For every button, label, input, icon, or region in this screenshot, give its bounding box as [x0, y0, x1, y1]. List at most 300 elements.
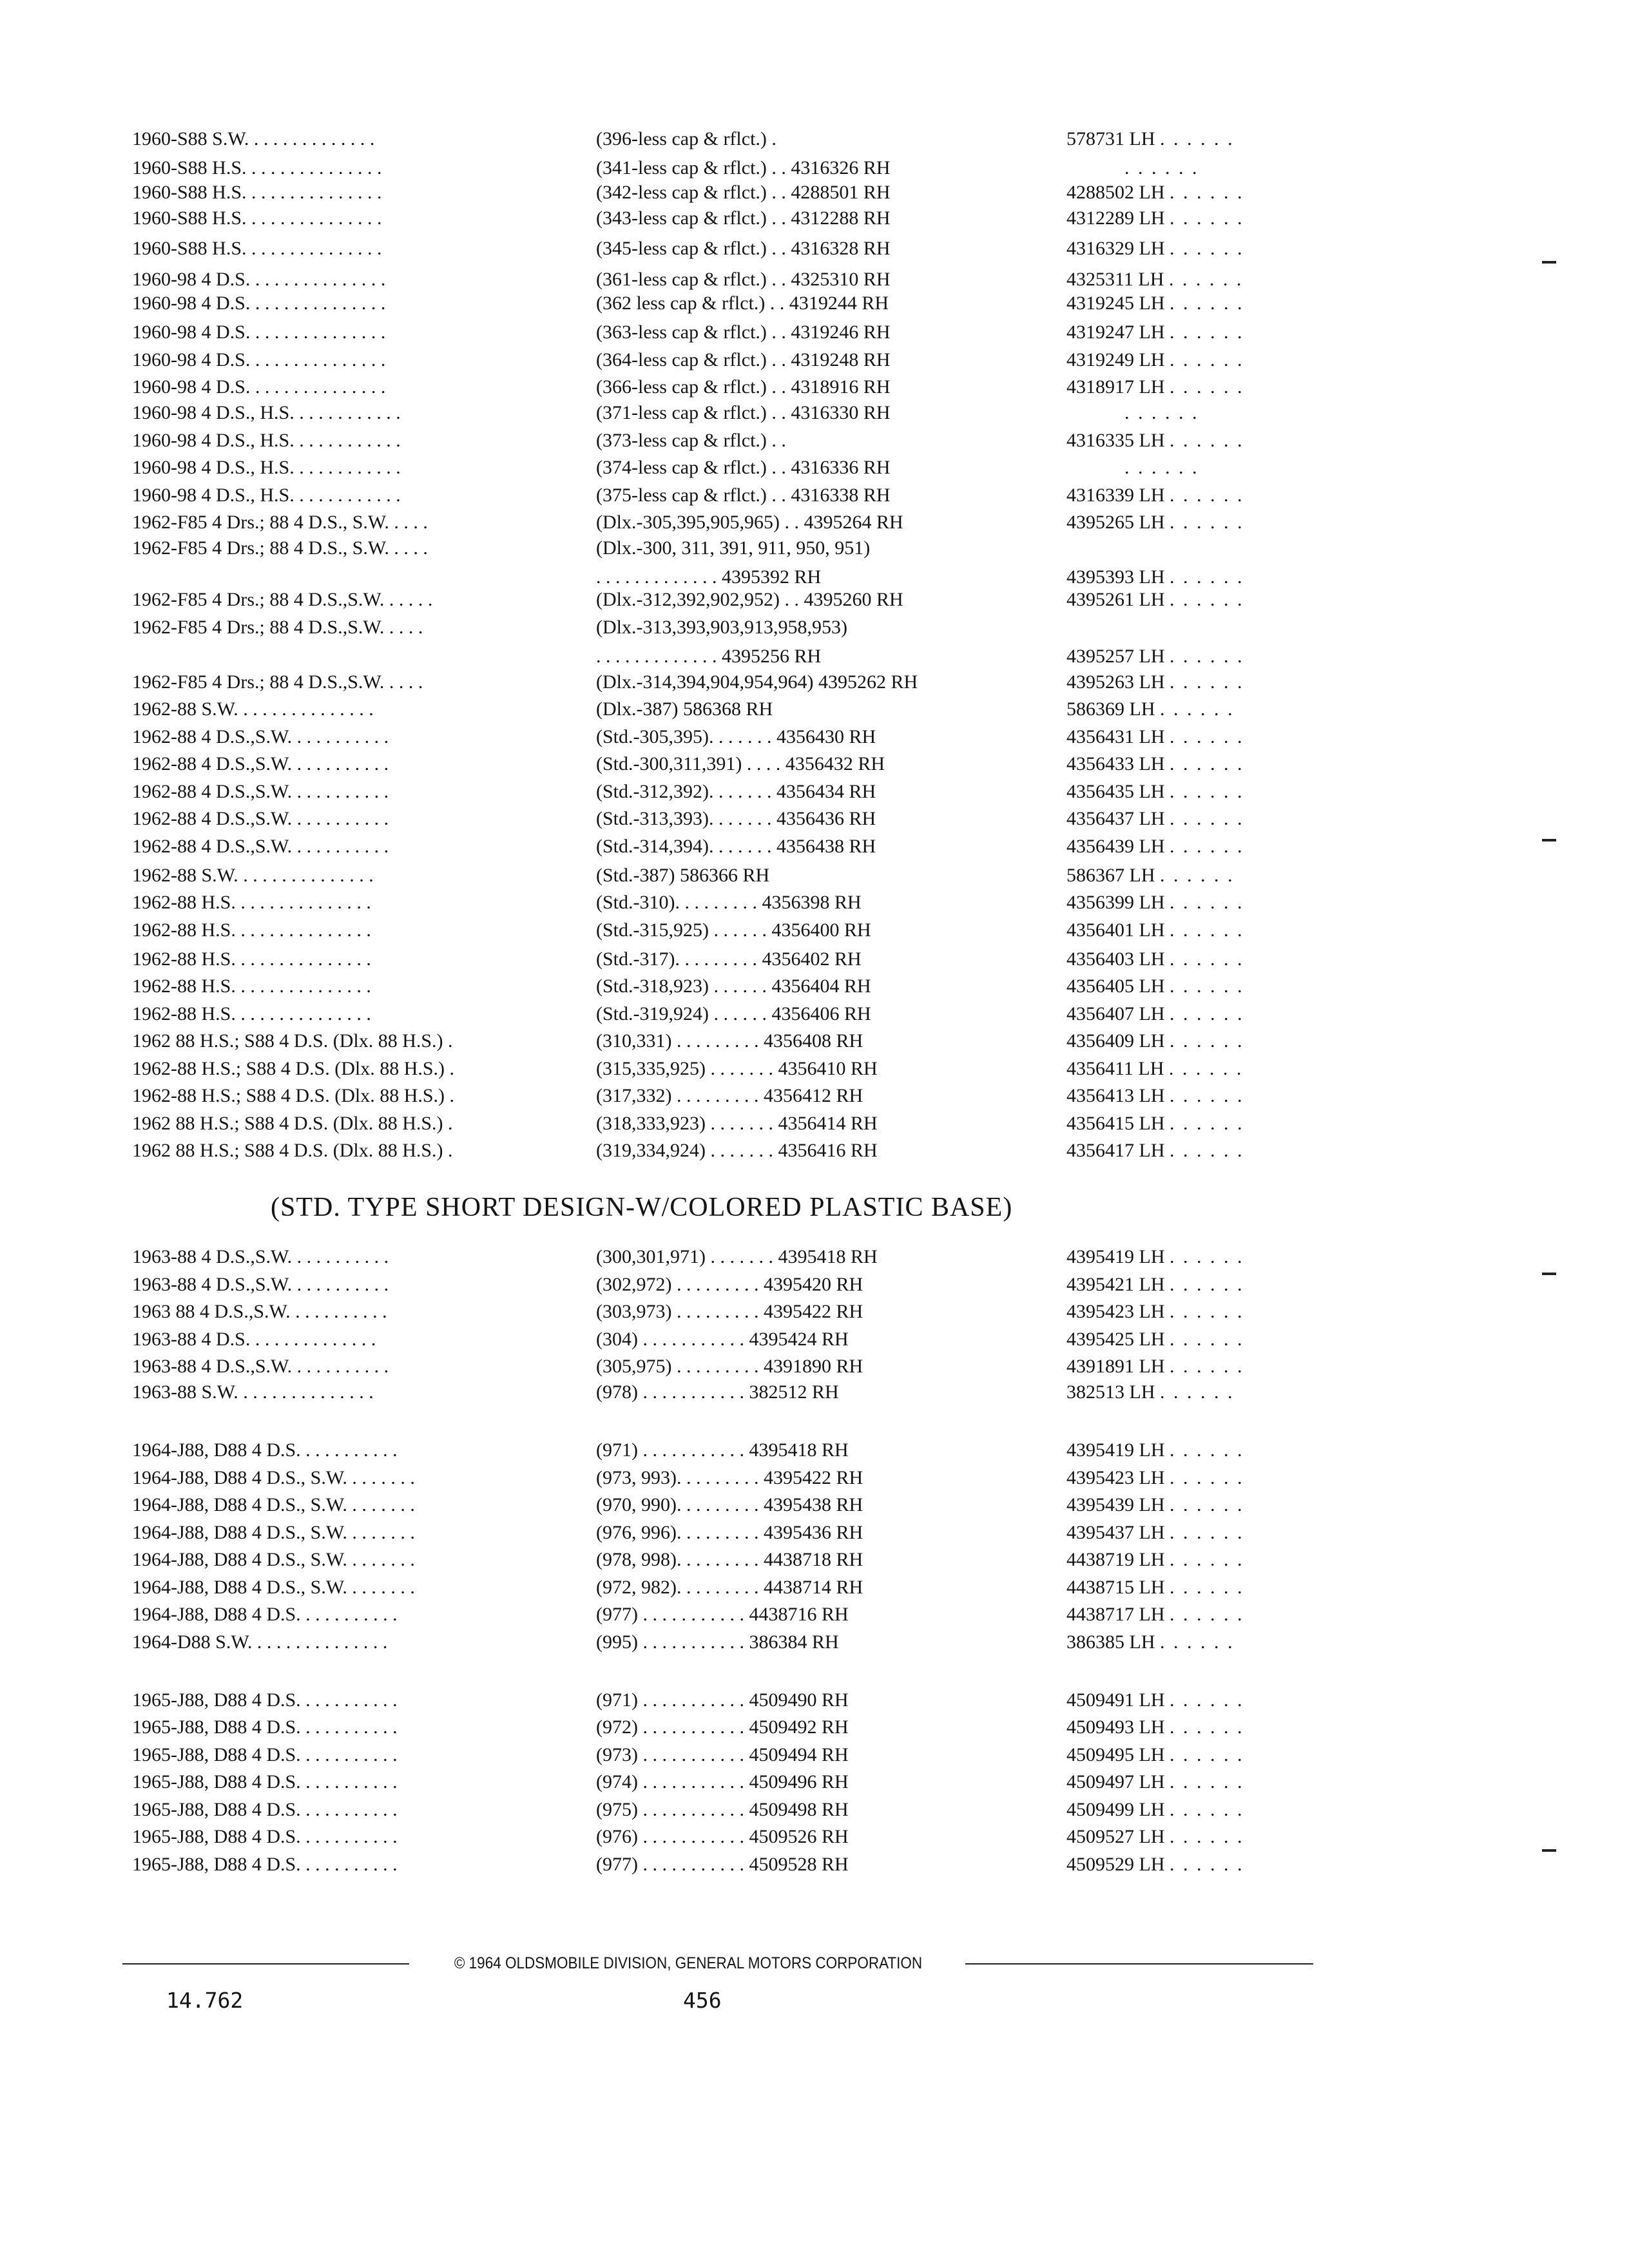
model-cell: 1965-J88, D88 4 D.S. . . . . . . . . . .: [132, 1826, 398, 1847]
lh-cell: [1066, 1244, 1318, 1271]
description-cell: [596, 1082, 1134, 1110]
model-cell: 1962-F85 4 Drs.; 88 4 D.S., S.W. . . . .: [132, 512, 428, 533]
lh-cell: [1066, 669, 1318, 696]
rh-part-number: 4325310 RH: [791, 269, 891, 290]
rh-part-number: 4319248 RH: [791, 349, 891, 370]
description-text: (Std.-314,394). . . . . . .: [596, 836, 772, 857]
lh-part-number: 4395419 LH: [1066, 1439, 1165, 1461]
table-row: [132, 1601, 1318, 1628]
description-cell: [596, 509, 1134, 536]
rh-part-number: 586366 RH: [680, 865, 770, 886]
description-text: (305,975) . . . . . . . . .: [596, 1356, 759, 1377]
rh-part-number: 4356400 RH: [771, 919, 871, 941]
description-text: (Dlx.-300, 311, 391, 911, 950, 951): [596, 537, 871, 559]
lh-cell: [1066, 266, 1318, 293]
dot-leader: . . . . . .: [1170, 322, 1244, 343]
table-row: [132, 1326, 1318, 1353]
description-text: (362 less cap & rflct.) . .: [596, 293, 785, 314]
description-text: (363-less cap & rflct.) . .: [596, 322, 786, 343]
model-cell: 1960-98 4 D.S. . . . . . . . . . . . . . .: [132, 293, 386, 314]
description-cell: [596, 235, 1134, 262]
lh-part-number: 4356401 LH: [1066, 919, 1165, 941]
lh-part-number: 4356405 LH: [1066, 975, 1165, 997]
dot-leader: . . . . . .: [1170, 1826, 1244, 1847]
model-cell: 1962-88 H.S. . . . . . . . . . . . . . .: [132, 919, 371, 941]
model-cell: 1964-J88, D88 4 D.S. . . . . . . . . . .: [132, 1604, 398, 1625]
lh-cell: [1066, 1546, 1318, 1573]
lh-part-number: 4319249 LH: [1066, 349, 1165, 370]
dot-leader: . . . . . .: [1170, 238, 1244, 259]
lh-part-number: 4395425 LH: [1066, 1329, 1165, 1350]
description-cell: [596, 889, 1134, 916]
lh-part-number: 4509493 LH: [1066, 1716, 1165, 1738]
description-cell: [596, 1851, 1134, 1878]
lh-cell: [1066, 1298, 1318, 1325]
dot-leader: . . . . . .: [1170, 1301, 1244, 1322]
dot-leader: . . . . . .: [1170, 1356, 1244, 1377]
description-cell: [596, 347, 1134, 374]
table-row: [132, 946, 1318, 973]
table-row: [132, 1055, 1318, 1082]
table-row: [132, 1137, 1318, 1164]
rh-part-number: 4509526 RH: [749, 1826, 849, 1847]
description-cell: [596, 1298, 1134, 1325]
table-row: [132, 126, 1318, 153]
rh-part-number: 4316328 RH: [791, 238, 891, 259]
margin-mark: [1542, 839, 1556, 841]
rh-part-number: 4391890 RH: [763, 1356, 863, 1377]
lh-part-number: 4356439 LH: [1066, 836, 1165, 857]
table-row: [132, 266, 1318, 293]
description-text: (318,333,923) . . . . . . .: [596, 1113, 773, 1134]
description-text: (345-less cap & rflct.) . .: [596, 238, 786, 259]
rh-part-number: 4356412 RH: [763, 1085, 863, 1106]
lh-part-number: 4509495 LH: [1066, 1744, 1165, 1765]
dot-leader: . . . . . .: [1170, 1439, 1244, 1461]
lh-part-number: 4356411 LH: [1066, 1058, 1164, 1079]
description-text: (972) . . . . . . . . . . .: [596, 1716, 744, 1738]
rh-part-number: 4395418 RH: [749, 1439, 849, 1461]
document-code: 14.762: [166, 1988, 244, 2013]
lh-part-number: 4509527 LH: [1066, 1826, 1165, 1847]
table-row: [132, 290, 1318, 317]
lh-cell: [1066, 917, 1318, 944]
model-cell: 1960-98 4 D.S., H.S. . . . . . . . . . . .: [132, 457, 401, 478]
dot-leader: . . . . . .: [1160, 698, 1235, 720]
lh-part-number: 4395419 LH: [1066, 1246, 1165, 1267]
model-cell: 1964-J88, D88 4 D.S., S.W. . . . . . . .: [132, 1494, 415, 1515]
lh-part-number: 4312289 LH: [1066, 207, 1165, 229]
lh-part-number: 4356415 LH: [1066, 1113, 1165, 1134]
lh-part-number: 386385 LH: [1066, 1631, 1155, 1653]
model-cell: 1962-88 S.W. . . . . . . . . . . . . . .: [132, 698, 374, 720]
lh-cell: [1066, 290, 1318, 317]
lh-cell: [1066, 1796, 1318, 1823]
table-row: [132, 1028, 1318, 1055]
model-cell: 1964-J88, D88 4 D.S., S.W. . . . . . . .: [132, 1522, 415, 1543]
description-cell: [596, 290, 1134, 317]
table-row: [132, 1379, 1318, 1406]
model-cell: 1965-J88, D88 4 D.S. . . . . . . . . . .: [132, 1716, 398, 1738]
table-row: [132, 973, 1318, 1000]
lh-part-number: 4391891 LH: [1066, 1356, 1165, 1377]
lh-cell: [1066, 205, 1318, 232]
dot-leader: . . . . . .: [1168, 1058, 1244, 1079]
description-text: (300,301,971) . . . . . . .: [596, 1246, 773, 1267]
dot-leader: . . . . . .: [1170, 646, 1244, 667]
rh-part-number: 4312288 RH: [791, 207, 891, 229]
description-cell: [596, 374, 1134, 401]
dot-leader: . . . . . .: [1170, 919, 1244, 941]
dot-leader: . . . . . .: [1170, 485, 1244, 506]
description-cell: [596, 833, 1134, 860]
lh-cell: [1066, 155, 1318, 182]
rh-part-number: 4395424 RH: [749, 1329, 849, 1350]
table-row: [132, 509, 1318, 536]
description-text: (Dlx.-305,395,905,965) . .: [596, 512, 799, 533]
description-cell: [596, 126, 1134, 153]
rh-part-number: 4356430 RH: [776, 726, 876, 747]
dot-leader: . . . . . .: [1170, 1085, 1244, 1106]
description-cell: [596, 266, 1134, 293]
description-text: (364-less cap & rflct.) . .: [596, 349, 786, 370]
rh-part-number: 4318916 RH: [791, 376, 891, 398]
rh-part-number: 4356408 RH: [763, 1030, 863, 1052]
dot-leader: . . . . . .: [1170, 1799, 1244, 1820]
lh-part-number: 4319247 LH: [1066, 322, 1165, 343]
description-cell: [596, 1714, 1134, 1741]
description-text: (Std.-387): [596, 865, 675, 886]
description-cell: [596, 586, 1134, 613]
description-cell: [596, 1353, 1134, 1380]
model-cell: 1964-J88, D88 4 D.S., S.W. . . . . . . .: [132, 1577, 415, 1598]
description-cell: [596, 535, 1134, 562]
table-row: [132, 1796, 1318, 1823]
rh-part-number: 4509498 RH: [749, 1799, 849, 1820]
table-row: [132, 1714, 1318, 1741]
model-cell: 1962-88 4 D.S.,S.W. . . . . . . . . . .: [132, 836, 389, 857]
lh-cell: [1066, 399, 1318, 427]
description-text: (342-less cap & rflct.) . .: [596, 182, 786, 203]
description-text: (317,332) . . . . . . . . .: [596, 1085, 759, 1106]
description-cell: [596, 1271, 1134, 1298]
lh-part-number: 4356431 LH: [1066, 726, 1165, 747]
description-cell: [596, 946, 1134, 973]
lh-cell: [1066, 1271, 1318, 1298]
lh-cell: [1066, 1082, 1318, 1110]
lh-cell: [1066, 374, 1318, 401]
description-text: (371-less cap & rflct.) . .: [596, 402, 786, 423]
lh-cell: [1066, 319, 1318, 346]
dot-leader: . . . . . .: [1170, 207, 1244, 229]
description-text: . . . . . . . . . . . . .: [596, 566, 717, 588]
dot-leader: . . . . . .: [1170, 1549, 1244, 1570]
lh-cell: [1066, 482, 1318, 509]
lh-part-number: 4356437 LH: [1066, 808, 1165, 829]
description-text: (373-less cap & rflct.) . .: [596, 430, 786, 451]
rh-part-number: 4356416 RH: [778, 1140, 878, 1161]
model-cell: 1963-88 4 D.S. . . . . . . . . . . . . .: [132, 1329, 376, 1350]
lh-cell: [1066, 427, 1318, 454]
rh-part-number: 4438718 RH: [763, 1549, 863, 1570]
description-cell: [596, 643, 1134, 670]
rh-part-number: 4356414 RH: [778, 1113, 878, 1134]
dot-leader: . . . . . .: [1170, 836, 1244, 857]
table-row: [132, 1742, 1318, 1769]
lh-part-number: 4356435 LH: [1066, 781, 1165, 802]
dot-leader: . . . . . .: [1168, 269, 1244, 290]
copyright-notice: © 1964 OLDSMOBILE DIVISION, GENERAL MOTORS CORPORATION: [454, 1954, 923, 1972]
table-row: [132, 669, 1318, 696]
model-cell: 1963-88 S.W. . . . . . . . . . . . . . .: [132, 1381, 374, 1403]
description-cell: [596, 1629, 1134, 1656]
rh-part-number: 4316336 RH: [791, 457, 891, 478]
model-cell: 1962-88 H.S. . . . . . . . . . . . . . .: [132, 892, 371, 913]
dot-leader: . . . . . .: [1170, 376, 1244, 398]
description-text: (Std.-312,392). . . . . . .: [596, 781, 772, 802]
rh-part-number: 4356398 RH: [762, 892, 862, 913]
rh-part-number: 386384 RH: [749, 1631, 839, 1653]
table-row: [132, 696, 1318, 723]
lh-cell: [1066, 1769, 1318, 1796]
table-row: [132, 1851, 1318, 1878]
lh-cell: [1066, 643, 1318, 670]
model-cell: 1962-88 H.S. . . . . . . . . . . . . . .: [132, 1003, 371, 1024]
lh-part-number: 4395261 LH: [1066, 589, 1165, 610]
table-row: [132, 1271, 1318, 1298]
description-text: (995) . . . . . . . . . . .: [596, 1631, 744, 1653]
description-text: (304) . . . . . . . . . . .: [596, 1329, 744, 1350]
dot-leader: . . . . . .: [1170, 1522, 1244, 1543]
description-text: (302,972) . . . . . . . . .: [596, 1274, 759, 1295]
description-cell: [596, 1028, 1134, 1055]
table-row: [132, 374, 1318, 401]
table-row: [132, 751, 1318, 778]
lh-part-number: 4395423 LH: [1066, 1467, 1165, 1488]
description-text: (Std.-300,311,391) . . . .: [596, 753, 781, 774]
table-row: [132, 1629, 1318, 1656]
model-cell: 1960-S88 S.W. . . . . . . . . . . . . .: [132, 128, 375, 149]
description-cell: [596, 427, 1134, 454]
rh-part-number: 4316326 RH: [791, 157, 891, 178]
description-cell: [596, 1769, 1134, 1796]
lh-part-number: 4316335 LH: [1066, 430, 1165, 451]
model-cell: 1962 88 H.S.; S88 4 D.S. (Dlx. 88 H.S.) .: [132, 1113, 453, 1134]
description-cell: [596, 1465, 1134, 1492]
lh-cell: [1066, 805, 1318, 832]
lh-cell: [1066, 1714, 1318, 1741]
lh-part-number: 586369 LH: [1066, 698, 1155, 720]
table-row: [132, 778, 1318, 805]
model-cell: 1960-98 4 D.S. . . . . . . . . . . . . . .: [132, 269, 386, 290]
description-cell: [596, 973, 1134, 1000]
lh-part-number: 4356403 LH: [1066, 948, 1165, 970]
description-text: (Std.-310). . . . . . . . .: [596, 892, 757, 913]
dot-leader: . . . . . .: [1170, 1854, 1244, 1875]
description-cell: [596, 1055, 1134, 1082]
table-row: [132, 347, 1318, 374]
model-cell: 1964-D88 S.W. . . . . . . . . . . . . . .: [132, 1631, 388, 1653]
description-cell: [596, 319, 1134, 346]
table-row: [132, 179, 1318, 206]
lh-cell: [1066, 235, 1318, 262]
lh-cell: [1066, 1492, 1318, 1519]
lh-cell: [1066, 1353, 1318, 1380]
dot-leader: . . . . . .: [1170, 293, 1244, 314]
rh-part-number: 4438714 RH: [763, 1577, 863, 1598]
lh-part-number: 4319245 LH: [1066, 293, 1165, 314]
dot-leader: . . . . . .: [1170, 1329, 1244, 1350]
model-cell: 1960-S88 H.S. . . . . . . . . . . . . . .: [132, 207, 382, 229]
lh-cell: [1066, 586, 1318, 613]
description-text: (978, 998). . . . . . . . .: [596, 1549, 759, 1570]
description-cell: [596, 1137, 1134, 1164]
lh-cell: [1066, 724, 1318, 751]
rh-part-number: 4356436 RH: [776, 808, 876, 829]
model-cell: 1965-J88, D88 4 D.S. . . . . . . . . . .: [132, 1771, 398, 1792]
description-cell: [596, 669, 1134, 696]
description-cell: [596, 454, 1134, 481]
description-cell: [596, 1001, 1134, 1028]
lh-part-number: 4395265 LH: [1066, 512, 1165, 533]
description-text: (303,973) . . . . . . . . .: [596, 1301, 759, 1322]
rh-part-number: 4509490 RH: [749, 1689, 849, 1711]
dot-leader: . . . . . .: [1170, 589, 1244, 610]
lh-cell: [1066, 1851, 1318, 1878]
table-row: [132, 805, 1318, 832]
description-cell: [596, 778, 1134, 805]
lh-part-number: 4509497 LH: [1066, 1771, 1165, 1792]
rh-part-number: 4395256 RH: [722, 646, 822, 667]
description-text: (Std.-313,393). . . . . . .: [596, 808, 772, 829]
rh-part-number: 4395392 RH: [722, 566, 822, 588]
table-row: [132, 155, 1318, 182]
model-cell: 1960-98 4 D.S. . . . . . . . . . . . . . .: [132, 349, 386, 370]
model-cell: 1964-J88, D88 4 D.S. . . . . . . . . . .: [132, 1439, 398, 1461]
model-cell: 1963 88 4 D.S.,S.W. . . . . . . . . . .: [132, 1301, 387, 1322]
table-row: [132, 614, 1318, 641]
description-text: (366-less cap & rflct.) . .: [596, 376, 786, 398]
lh-cell: [1066, 1028, 1318, 1055]
rh-part-number: 4395436 RH: [763, 1522, 863, 1543]
dot-leader: . . . . . .: [1170, 1689, 1244, 1711]
model-cell: 1962-88 H.S.; S88 4 D.S. (Dlx. 88 H.S.) .: [132, 1085, 455, 1106]
rh-part-number: 4395422 RH: [763, 1467, 863, 1488]
rh-part-number: 4509492 RH: [749, 1716, 849, 1738]
table-row: [132, 1687, 1318, 1714]
table-row: [132, 482, 1318, 509]
description-text: (971) . . . . . . . . . . .: [596, 1439, 744, 1461]
dot-leader: . . . . . .: [1170, 948, 1244, 970]
rh-part-number: 4509496 RH: [749, 1771, 849, 1792]
dot-leader: . . . . . .: [1170, 349, 1244, 370]
description-cell: [596, 1519, 1134, 1546]
description-text: (974) . . . . . . . . . . .: [596, 1771, 744, 1792]
description-text: (972, 982). . . . . . . . .: [596, 1577, 759, 1598]
table-row: [132, 454, 1318, 481]
dot-leader: . . . . . .: [1170, 1604, 1244, 1625]
description-cell: [596, 1796, 1134, 1823]
description-cell: [596, 155, 1134, 182]
model-cell: 1965-J88, D88 4 D.S. . . . . . . . . . .: [132, 1689, 398, 1711]
rh-part-number: 4316330 RH: [791, 402, 891, 423]
lh-cell: [1066, 509, 1318, 536]
dot-leader: . . . . . .: [1170, 781, 1244, 802]
lh-cell: [1066, 1055, 1318, 1082]
description-cell: [596, 614, 1134, 641]
model-cell: 1962-88 4 D.S.,S.W. . . . . . . . . . .: [132, 808, 389, 829]
model-cell: 1960-98 4 D.S., H.S. . . . . . . . . . . .: [132, 485, 401, 506]
model-cell: 1963-88 4 D.S.,S.W. . . . . . . . . . .: [132, 1246, 389, 1267]
table-row: [132, 1519, 1318, 1546]
rh-part-number: 4395422 RH: [763, 1301, 863, 1322]
dot-leader: . . . . . .: [1160, 865, 1235, 886]
lh-cell: [1066, 833, 1318, 860]
description-cell: [596, 1546, 1134, 1573]
table-row: [132, 724, 1318, 751]
model-cell: 1962-88 H.S.; S88 4 D.S. (Dlx. 88 H.S.) .: [132, 1058, 455, 1079]
rh-part-number: 4356404 RH: [771, 975, 871, 997]
description-text: (971) . . . . . . . . . . .: [596, 1689, 744, 1711]
lh-part-number: 4395263 LH: [1066, 671, 1165, 693]
description-text: (Dlx.-312,392,902,952) . .: [596, 589, 799, 610]
lh-part-number: 4395421 LH: [1066, 1274, 1165, 1295]
description-text: (977) . . . . . . . . . . .: [596, 1604, 744, 1625]
model-cell: 1962-88 4 D.S.,S.W. . . . . . . . . . .: [132, 753, 389, 774]
table-row: [132, 1082, 1318, 1110]
table-row: [132, 1465, 1318, 1492]
lh-cell: [1066, 1465, 1318, 1492]
description-text: (Std.-318,923) . . . . . .: [596, 975, 767, 997]
margin-mark: [1542, 1273, 1556, 1275]
rh-part-number: 382512 RH: [749, 1381, 839, 1403]
description-cell: [596, 696, 1134, 723]
dot-leader: . . . . . .: [1170, 753, 1244, 774]
dot-leader: . . . . . .: [1170, 1030, 1244, 1052]
description-text: (976) . . . . . . . . . . .: [596, 1826, 744, 1847]
dot-leader: . . . . . .: [1170, 808, 1244, 829]
lh-cell: [1066, 889, 1318, 916]
lh-cell: [1066, 1574, 1318, 1601]
lh-part-number: 4356409 LH: [1066, 1030, 1165, 1052]
model-cell: 1960-S88 H.S. . . . . . . . . . . . . . .: [132, 157, 382, 178]
lh-part-number: 586367 LH: [1066, 865, 1155, 886]
lh-part-number: 4316339 LH: [1066, 485, 1165, 506]
lh-cell: [1066, 1137, 1318, 1164]
lh-cell: [1066, 696, 1318, 723]
rh-part-number: 4288501 RH: [791, 182, 891, 203]
model-cell: 1965-J88, D88 4 D.S. . . . . . . . . . .: [132, 1854, 398, 1875]
rh-part-number: 4356432 RH: [785, 753, 885, 774]
description-text: (Std.-317). . . . . . . . .: [596, 948, 757, 970]
rh-part-number: 4319246 RH: [791, 322, 891, 343]
table-row: [132, 1492, 1318, 1519]
lh-part-number: 4325311 LH: [1066, 269, 1164, 290]
model-cell: 1964-J88, D88 4 D.S., S.W. . . . . . . .: [132, 1549, 415, 1570]
dot-leader: . . . . . .: [1160, 1631, 1235, 1653]
lh-part-number: 4395393 LH: [1066, 566, 1165, 588]
lh-cell: [1066, 1379, 1318, 1406]
lh-part-number: 578731 LH: [1066, 128, 1155, 149]
lh-cell: [1066, 1629, 1318, 1656]
rh-part-number: 4356402 RH: [762, 948, 862, 970]
description-text: (973, 993). . . . . . . . .: [596, 1467, 759, 1488]
dot-leader: . . . . . .: [1170, 1716, 1244, 1738]
description-text: (319,334,924) . . . . . . .: [596, 1140, 773, 1161]
footer-rule-left: [122, 1963, 409, 1965]
table-row: [132, 862, 1318, 889]
model-cell: 1962-88 H.S. . . . . . . . . . . . . . .: [132, 948, 371, 970]
